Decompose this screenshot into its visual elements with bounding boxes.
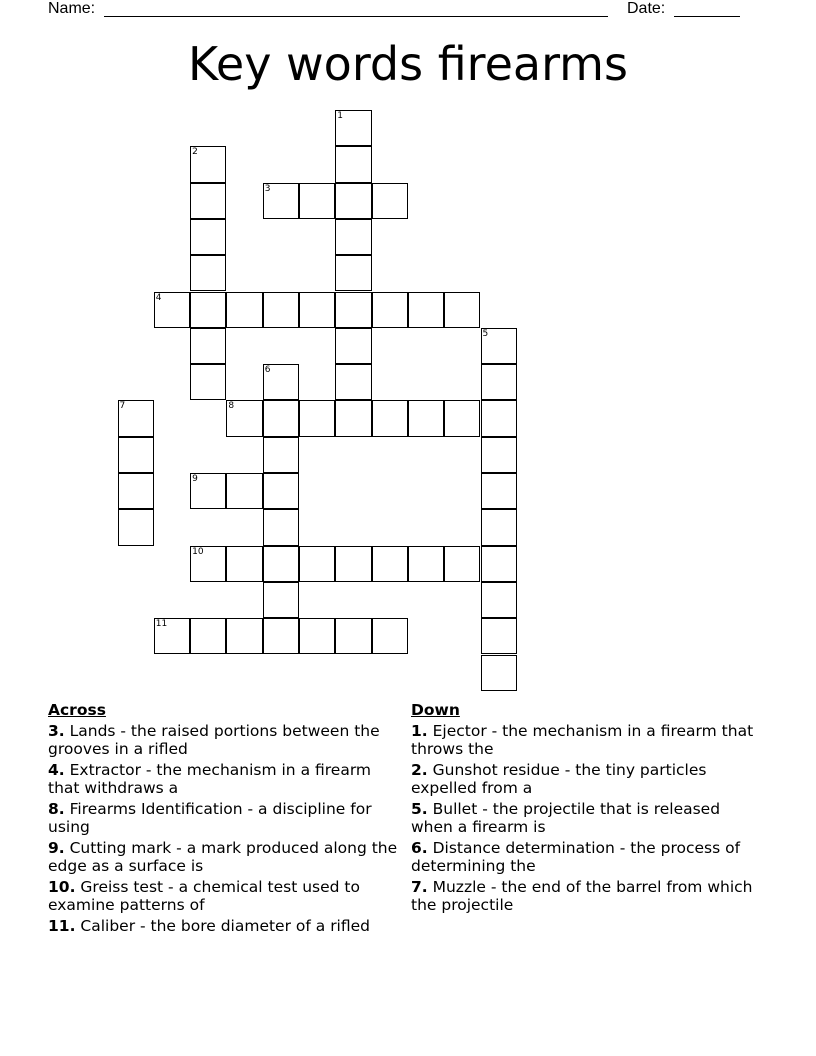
grid-cell[interactable] [372, 183, 408, 219]
grid-cell[interactable] [481, 618, 517, 654]
clue-item-number: 5. [411, 800, 428, 818]
grid-cell[interactable] [481, 473, 517, 509]
grid-cell[interactable] [408, 400, 444, 436]
grid-cell[interactable] [190, 618, 226, 654]
grid-cell[interactable] [408, 292, 444, 328]
grid-cell[interactable] [335, 292, 371, 328]
clue-item [48, 839, 398, 875]
clue-number: 10 [192, 546, 204, 557]
clue-item [48, 878, 398, 914]
clue-item-number: 4. [48, 761, 65, 779]
grid-cell[interactable] [335, 146, 371, 182]
grid-cell[interactable] [190, 146, 226, 182]
clue-item-text: Ejector - the mechanism in a firearm that throws the [411, 722, 754, 758]
clue-item [411, 839, 761, 875]
grid-cell[interactable] [444, 292, 480, 328]
grid-cell[interactable] [190, 473, 226, 509]
clue-number: 5 [482, 328, 489, 339]
grid-cell[interactable] [299, 546, 335, 582]
clue-item-text: Gunshot residue - the tiny particles expelled from a [411, 761, 707, 797]
clue-item-text: Lands - the raised portions between the grooves in a rifled [48, 722, 380, 758]
clue-item [411, 878, 761, 914]
grid-cell[interactable] [263, 509, 299, 545]
clue-number: 4 [155, 292, 162, 303]
grid-cell[interactable] [444, 546, 480, 582]
grid-cell[interactable] [299, 183, 335, 219]
clue-item-number: 8. [48, 800, 65, 818]
grid-cell[interactable] [190, 328, 226, 364]
clue-item-number: 2. [411, 761, 428, 779]
grid-cell[interactable] [444, 400, 480, 436]
grid-cell[interactable] [372, 400, 408, 436]
grid-cell[interactable] [263, 183, 299, 219]
grid-cell[interactable] [372, 546, 408, 582]
grid-cell[interactable] [226, 292, 262, 328]
grid-cell[interactable] [335, 364, 371, 400]
clue-number: 7 [119, 401, 126, 412]
clue-item [48, 761, 398, 797]
clue-item-number: 1. [411, 722, 428, 740]
date-label: Date: [627, 0, 666, 17]
clue-number: 8 [228, 401, 235, 412]
clue-item [48, 722, 398, 758]
grid-cell[interactable] [481, 437, 517, 473]
grid-cell[interactable] [118, 509, 154, 545]
grid-cell[interactable] [408, 546, 444, 582]
grid-cell[interactable] [190, 364, 226, 400]
grid-cell[interactable] [154, 618, 190, 654]
clue-item-number: 10. [48, 878, 76, 896]
clue-item [411, 722, 761, 758]
across-clues [48, 701, 398, 938]
clue-number: 1 [337, 111, 344, 121]
clue-item-number: 3. [48, 722, 65, 740]
clue-number: 11 [155, 619, 168, 630]
grid-cell[interactable] [263, 292, 299, 328]
grid-cell[interactable] [335, 546, 371, 582]
grid-cell[interactable] [299, 292, 335, 328]
grid-cell[interactable] [299, 618, 335, 654]
clue-number: 3 [264, 183, 271, 194]
grid-cell[interactable] [299, 400, 335, 436]
grid-cell[interactable] [372, 618, 408, 654]
grid-cell[interactable] [481, 328, 517, 364]
grid-cell[interactable] [335, 183, 371, 219]
down-heading: Down [411, 701, 460, 719]
clue-item-text: Muzzle - the end of the barrel from which the projectile [411, 878, 753, 914]
down-clues [411, 701, 761, 917]
grid-cell[interactable] [481, 546, 517, 582]
grid-cell[interactable] [263, 618, 299, 654]
grid-cell[interactable] [118, 473, 154, 509]
grid-cell[interactable] [335, 110, 371, 146]
clue-item-text: Caliber - the bore diameter of a rifled [75, 917, 371, 935]
grid-cell[interactable] [263, 400, 299, 436]
grid-cell[interactable] [263, 437, 299, 473]
page-title: Key words firearms [188, 37, 628, 91]
grid-cell[interactable] [263, 473, 299, 509]
grid-cell[interactable] [118, 437, 154, 473]
grid-cell[interactable] [190, 546, 226, 582]
grid-cell[interactable] [118, 400, 154, 436]
across-heading: Across [48, 701, 106, 719]
grid-cell[interactable] [226, 618, 262, 654]
clue-item-number: 9. [48, 839, 65, 857]
down-clue-list [411, 722, 761, 914]
grid-cell[interactable] [372, 292, 408, 328]
clue-item-text: Firearms Identification - a discipline for using [48, 800, 372, 836]
grid-cell[interactable] [335, 328, 371, 364]
grid-cell[interactable] [190, 255, 226, 291]
clue-item [411, 800, 761, 836]
clue-item-text: Bullet - the projectile that is released when a firearm is [411, 800, 721, 836]
grid-cell[interactable] [226, 400, 262, 436]
grid-cell[interactable] [190, 183, 226, 219]
clue-number: 9 [192, 474, 198, 484]
grid-cell[interactable] [226, 473, 262, 509]
clue-number: 6 [264, 365, 271, 376]
across-clue-list [48, 722, 398, 935]
clue-item-text: Extractor - the mechanism in a firearm that withdraws a [48, 761, 372, 797]
grid-cell[interactable] [263, 582, 299, 618]
grid-cell[interactable] [335, 618, 371, 654]
clue-item-text: Greiss test - a chemical test used to examine patterns of [48, 878, 360, 914]
grid-cell[interactable] [481, 364, 517, 400]
grid-cell[interactable] [335, 255, 371, 291]
grid-cell[interactable] [481, 582, 517, 618]
clue-number: 2 [192, 147, 198, 158]
clue-item-text: Distance determination - the process of determining the [411, 839, 741, 875]
grid-cell[interactable] [263, 364, 299, 400]
clue-item [411, 761, 761, 797]
grid-cell[interactable] [190, 292, 226, 328]
grid-cell[interactable] [226, 546, 262, 582]
grid-cell[interactable] [335, 219, 371, 255]
clue-item-number: 7. [411, 878, 428, 896]
clue-item-text: Cutting mark - a mark produced along the edge as a surface is [48, 839, 398, 875]
grid-cell[interactable] [335, 400, 371, 436]
grid-cell[interactable] [481, 655, 517, 691]
grid-cell[interactable] [481, 400, 517, 436]
grid-cell[interactable] [154, 292, 190, 328]
clue-item [48, 800, 398, 836]
grid-cell[interactable] [263, 546, 299, 582]
grid-cell[interactable] [481, 509, 517, 545]
grid-cell[interactable] [190, 219, 226, 255]
clue-item [48, 917, 398, 935]
name-label: Name: [48, 0, 96, 17]
clue-item-number: 6. [411, 839, 428, 857]
clue-item-number: 11. [48, 917, 76, 935]
